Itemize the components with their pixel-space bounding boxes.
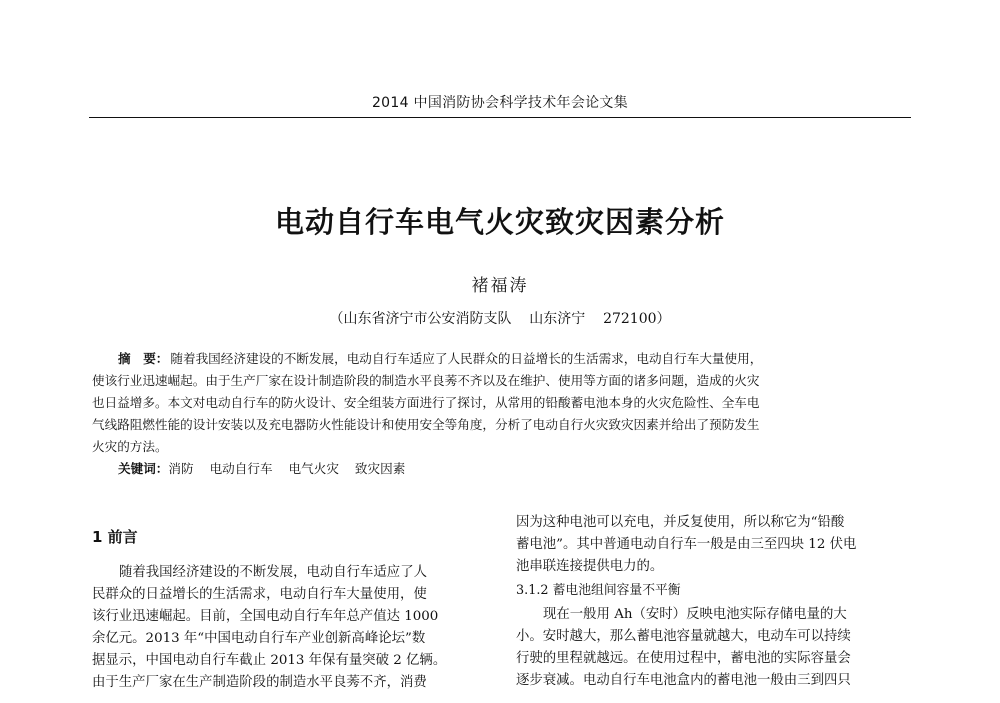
author-affiliation: （山东省济宁市公安消防支队 山东济宁 272100） bbox=[329, 311, 671, 327]
body-line: 据显示，中国电动自行车截止 2013 年保有量突破 2 亿辆。 bbox=[92, 653, 447, 668]
body-line: 该行业迅速崛起。目前，全国电动自行车年总产值达 1000 bbox=[92, 609, 439, 624]
body-line: 随着我国经济建设的不断发展，电动自行车适应了人 bbox=[119, 565, 427, 580]
keywords-line bbox=[118, 458, 910, 480]
body-line: 因为这种电池可以充电，并反复使用，所以称它为“铅酸 bbox=[516, 515, 845, 530]
abstract-line: 使该行业迅速崛起。由于生产厂家在设计制造阶段的制造水平良莠不齐以及在维护、使用等方面的诸多问题，造成的火灾 bbox=[92, 373, 760, 388]
body-line: 由于生产厂家在生产制造阶段的制造水平良莠不齐，消费 bbox=[92, 675, 427, 690]
abstract-line: 火灾的方法。 bbox=[92, 439, 168, 454]
header-rule bbox=[89, 117, 911, 118]
left-column bbox=[92, 526, 492, 694]
abstract-line: 气线路阻燃性能的设计安装以及充电器防火性能设计和使用安全等角度，分析了电动自行火灾致灾因素并给出了预防发生 bbox=[92, 417, 760, 432]
body-line: 行驶的里程就越远。在使用过程中，蓄电池的实际容量会 bbox=[516, 651, 851, 666]
body-line: 余亿元。2013 年“中国电动自行车产业创新高峰论坛”数 bbox=[92, 631, 426, 646]
keyword: 致灾因素 bbox=[354, 461, 406, 476]
abstract-text: 随着我国经济建设的不断发展，电动自行车适应了人民群众的日益增长的生活需求，电动自行车大量使用， bbox=[170, 351, 763, 366]
abstract-block bbox=[92, 348, 910, 480]
paper-title: 电动自行车电气火灾致灾因素分析 bbox=[274, 205, 725, 239]
running-header: 2014 中国消防协会科学技术年会论文集 bbox=[371, 95, 629, 111]
keyword: 电气火灾 bbox=[288, 461, 339, 476]
body-line: 池串联连接提供电力的。 bbox=[516, 559, 664, 574]
body-line: 现在一般用 Ah（安时）反映电池实际存储电量的大 bbox=[543, 607, 847, 622]
keyword: 电动自行车 bbox=[209, 461, 273, 476]
author-name: 褚福涛 bbox=[471, 276, 529, 296]
right-column bbox=[516, 512, 911, 692]
section-heading: 1 前言 bbox=[92, 528, 138, 546]
body-line: 蓄电池”。其中普通电动自行车一般是由三至四块 12 伏电 bbox=[516, 537, 857, 552]
abstract-line bbox=[92, 348, 910, 370]
abstract-label: 摘 要： bbox=[118, 351, 169, 366]
keyword: 消防 bbox=[168, 461, 194, 476]
abstract-line: 也日益增多。本文对电动自行车的防火设计、安全组装方面进行了探讨，从常用的铅酸蓄电池本身的火灾危险性、全车电 bbox=[92, 395, 760, 410]
keywords-label: 关键词： bbox=[118, 461, 169, 476]
subsection-heading: 3.1.2 蓄电池组间容量不平衡 bbox=[516, 583, 681, 598]
body-line: 逐步衰减。电动自行车电池盒内的蓄电池一般由三到四只 bbox=[516, 673, 851, 688]
body-line: 民群众的日益增长的生活需求，电动自行车大量使用，使 bbox=[92, 587, 427, 602]
body-line: 小。安时越大，那么蓄电池容量就越大，电动车可以持续 bbox=[516, 629, 851, 644]
